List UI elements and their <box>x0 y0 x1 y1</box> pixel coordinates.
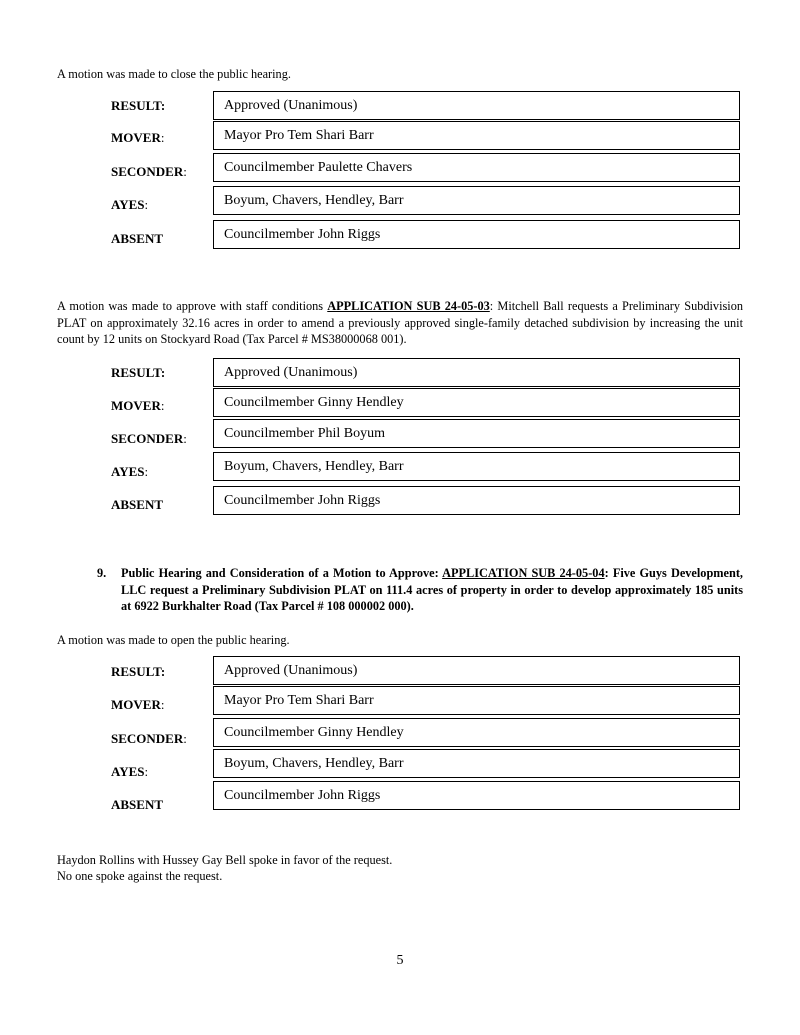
result-label: RESULT: <box>111 98 166 113</box>
seconder-label: SECONDER: <box>111 731 187 746</box>
result-label: RESULT: <box>111 664 166 679</box>
mover-value: Mayor Pro Tem Shari Barr <box>213 686 740 715</box>
seconder-value: Councilmember Phil Boyum <box>213 419 740 448</box>
item-number: 9. <box>97 566 107 580</box>
application-reference: APPLICATION SUB 24-05-04 <box>442 566 605 580</box>
result-value: Approved (Unanimous) <box>213 358 740 387</box>
absent-value: Councilmember John Riggs <box>213 486 740 515</box>
absent-value: Councilmember John Riggs <box>213 781 740 810</box>
ayes-label: AYES: <box>111 464 149 479</box>
application-reference: APPLICATION SUB 24-05-03 <box>327 299 490 313</box>
favor-statement: Haydon Rollins with Hussey Gay Bell spoke in favor of the request. <box>57 853 393 867</box>
result-label: RESULT: <box>111 365 166 380</box>
mover-value: Mayor Pro Tem Shari Barr <box>213 121 740 150</box>
absent-label: ABSENT <box>111 797 164 812</box>
motion2-intro: A motion was made to approve with staff conditions APPLICATION SUB 24-05-03: Mitchell Ball requests a Preliminary Subdivision PLAT on approximately 32.16 acres in order to amend a previously approved single-family detached subdivision by increasing the unit count by 12 units on Stockyard Road (Tax Parcel # MS38000068 001). <box>57 299 743 346</box>
against-statement: No one spoke against the request. <box>57 869 223 883</box>
ayes-value: Boyum, Chavers, Hendley, Barr <box>213 452 740 481</box>
seconder-value: Councilmember Ginny Hendley <box>213 718 740 747</box>
absent-value: Councilmember John Riggs <box>213 220 740 249</box>
page-number: 5 <box>396 953 404 968</box>
absent-label: ABSENT <box>111 497 164 512</box>
ayes-value: Boyum, Chavers, Hendley, Barr <box>213 749 740 778</box>
ayes-label: AYES: <box>111 197 149 212</box>
agenda-item-9: 9. Public Hearing and Consideration of a Motion to Approve: APPLICATION SUB 24-05-04: Five Guys Development, LLC request a Preliminary Subdivision PLAT on 111.4 acres of property in order to develop approximately 185 units at 6922 Burkhalter Road (Tax Parcel # 108 000002 000). <box>97 566 744 613</box>
result-value: Approved (Unanimous) <box>213 656 740 685</box>
mover-label: MOVER: <box>111 398 165 413</box>
absent-label: ABSENT <box>111 231 164 246</box>
seconder-label: SECONDER: <box>111 164 187 179</box>
motion3-intro: A motion was made to open the public hearing. <box>57 633 290 647</box>
result-value: Approved (Unanimous) <box>213 91 740 120</box>
ayes-label: AYES: <box>111 764 149 779</box>
seconder-value: Councilmember Paulette Chavers <box>213 153 740 182</box>
motion1-intro: A motion was made to close the public hearing. <box>57 67 291 81</box>
ayes-value: Boyum, Chavers, Hendley, Barr <box>213 186 740 215</box>
seconder-label: SECONDER: <box>111 431 187 446</box>
mover-value: Councilmember Ginny Hendley <box>213 388 740 417</box>
mover-label: MOVER: <box>111 697 165 712</box>
mover-label: MOVER: <box>111 130 165 145</box>
